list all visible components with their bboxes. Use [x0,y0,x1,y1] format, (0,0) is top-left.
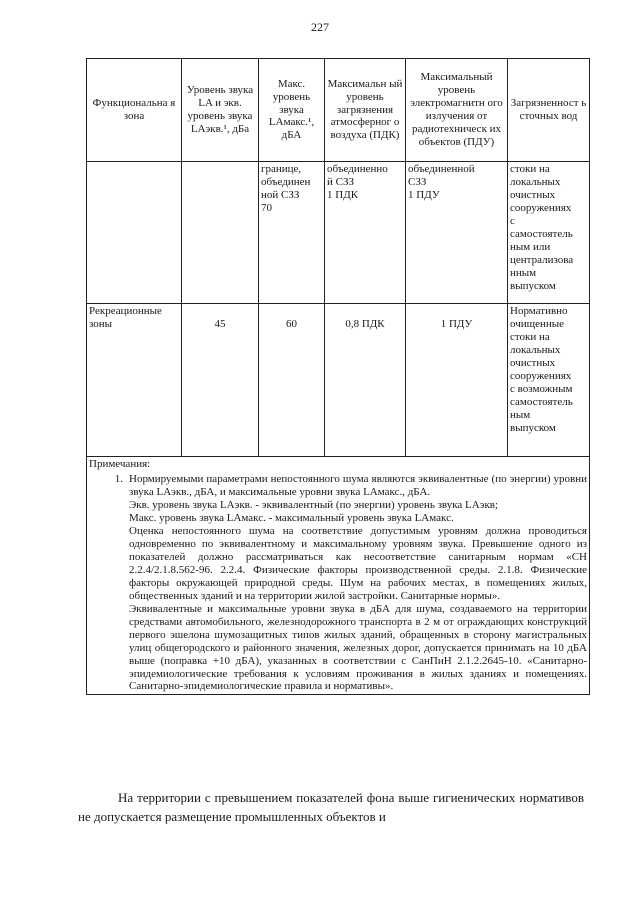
note-number: 1. [114,472,123,485]
notes-title: Примечания: [89,458,151,470]
note-paragraph: Экв. уровень звука LAэкв. - эквивалентный (по энергии) уровень звука LAэкв; [129,498,499,511]
table-cell: 45 [182,304,259,457]
table-cell: 60 [259,304,325,457]
table-cell: объединенной СЗЗ 1 ПДУ [406,162,508,304]
note-paragraph: Эквивалентные и максимальные уровни звука в дБА для шума, создаваемого на территории средствами автомобильного, железнодорожного транспорта в 2 м от ограждающих конструкций первого эшелона шумозащитных типов жилых зданий, обращенных в сторону магистральных улиц общегородского и районного значения, железных дорог, допускается принимать на 10 дБА выше (поправка +10 дБА), указанных в соответствии с СанПиН 2.1.2.2645-10. «Санитарно-эпидемиологические требования к условиям проживания в жилых зданиях и помещениях. Санитарно-эпидемиологические правила и нормативы». [129,602,587,693]
table-cell: объединенно й СЗЗ 1 ПДК [325,162,406,304]
header-em-radiation: Максимальный уровень электромагнитн ого излучения от радиотехническ их объектов (ПДУ) [406,59,508,162]
note-paragraph: Оценка непостоянного шума на соответствие допустимым уровням должна проводиться одновременно по эквивалентному и максимальному уровням звука. Превышение одного из показателей должно рассматриваться как несоответствие санитарным нормам «СН 2.2.4/2.1.8.562-96. 2.2.4. Физические факторы производственной среды. 2.1.8. Физические факторы окружающей природной среды. Шум на рабочих местах, в помещениях жилых, общественных зданий и на территории жилой застройки. Санитарные нормы». [129,524,587,602]
table-cell [182,162,259,304]
table-cell: 0,8 ПДК [325,304,406,457]
body-paragraph: На территории с превышением показателей фона выше гигиенических нормативов не допускается размещение промышленных объектов и [78,790,584,824]
header-sound-level: Уровень звука LA и экв. уровень звука LAэкв.¹, дБа [182,59,259,162]
table-cell: Нормативно очищенные стоки на локальных очистных сооружениях с возможным самостоятель ным выпуском [508,304,590,457]
table-cell: 1 ПДУ [406,304,508,457]
page-number: 227 [311,20,329,34]
header-max-sound-level: Макс. уровень звука LAмакс.¹, дБА [259,59,325,162]
note-paragraph: Макс. уровень звука LAмакс. - максимальный уровень звука LAмакс. [129,511,454,524]
table-header-row [87,59,590,162]
table-cell: стоки на локальных очистных сооружениях с самостоятель ным или централизова нным выпуском [508,162,590,304]
header-functional-zone: Функциональна я зона [87,59,182,162]
header-air-pollution: Максимальн ый уровень загрязнения атмосферног о воздуха (ПДК) [325,59,406,162]
zone-norms-table [86,58,590,695]
table-cell [87,162,182,304]
table-row [87,162,590,304]
notes-cell [87,457,590,695]
note-item [89,473,587,693]
header-wastewater: Загрязненност ь сточных вод [508,59,590,162]
table-cell: границе, объединен ной СЗЗ 70 [259,162,325,304]
table-cell-zone-name: Рекреационные зоны [87,304,182,457]
note-body [129,473,587,693]
note-paragraph: Нормируемыми параметрами непостоянного шума являются эквивалентные (по энергии) уровни звука LAэкв., дБА, и максимальные уровни звука LAмакс., дБА. [129,472,587,498]
table-row [87,304,590,457]
notes-row [87,457,590,695]
